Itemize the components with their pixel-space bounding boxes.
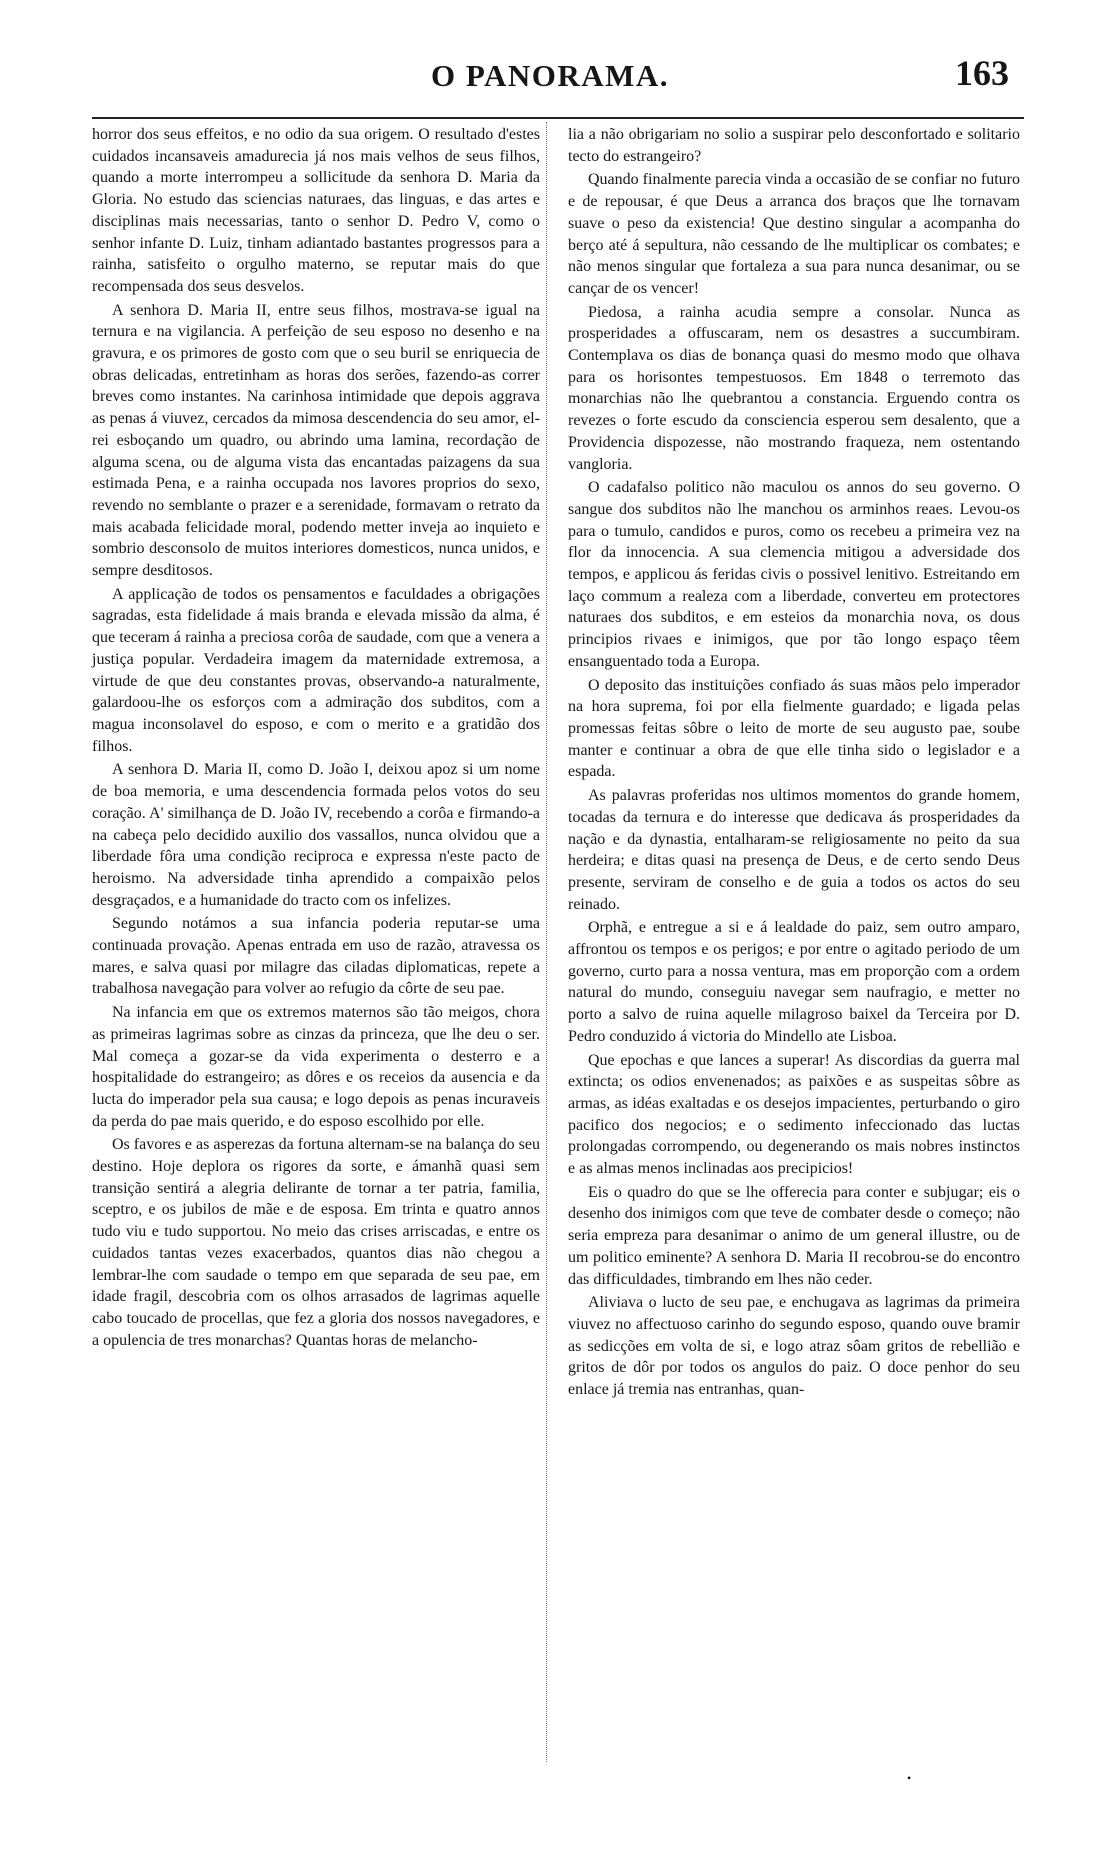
paragraph: A senhora D. Maria II, como D. João I, deixou apoz si um nome de boa memoria, e uma descendencia formada pelos votos do seu coração. A' similhança de D. João IV, recebendo a corôa e firmando-a na cabeça pelo decidido auxilio dos vassallos, nunca olvidou que a liberdade fôra uma condição reciproca e expressa n'este pacto de heroismo. Na adversidade tinha aprendido a compaixão pelos desgraçados, e a humanidade do tracto com os infelizes. — [92, 761, 540, 909]
paragraph: A senhora D. Maria II, entre seus filhos, mostrava-se igual na ternura e na vigilancia. A perfeição de seu esposo no desenho e na gravura, e os primores de gosto com que o seu buril se enriquecia de obras delicadas, entretinham as horas dos serões, fazendo-as correr breves como instantes. Na carinhosa intimidade que depois aggrava as penas á viuvez, cercados da mimosa descendencia do seu amor, el-rei esboçando um quadro, ou abrindo uma lamina, recordação de alguma scena, ou de alguma vista das encantadas paizagens da sua estimada Pena, e a rainha occupada nos lavores proprios do sexo, revendo no semblante o prazer e a serenidade, formavam o retrato da mais acabada felicidade moral, podendo metter inveja ao inquieto e sombrio desconsolo de muitos interiores domesticos, nunca unidos, e sempre desditosos. — [92, 301, 540, 580]
paragraph: horror dos seus effeitos, e no odio da sua origem. O resultado d'estes cuidados incansaveis amadurecia já nos mais velhos de seus filhos, quando a morte interrompeu a sollicitude da senhora D. Maria da Gloria. No estudo das sciencias naturaes, das linguas, e das artes e disciplinas mais necessarias, tanto o senhor D. Pedro V, como o senhor infante D. Luiz, tinham adiantado bastantes progressos para a rainha, satisfeito o orgulho materno, se reputar mais do que recompensada dos seus desvelos. — [92, 126, 540, 295]
paragraph: As palavras proferidas nos ultimos momentos do grande homem, tocadas da ternura e do interesse que dedicava ás prosperidades da nação e da dynastia, entalharam-se religiosamente no peito da sua herdeira; e ditas quasi na presença de Deus, e de certo sendo Deus presente, serviram de conselho e de guia a todos os actos do seu reinado. — [568, 787, 1020, 913]
right-column — [568, 124, 1020, 1401]
paragraph: O cadafalso politico não maculou os annos do seu governo. O sangue dos subditos não lhe manchou os arminhos reaes. Levou-os para o tumulo, candidos e puros, como os recebeu a primeira vez na flor da innocencia. A sua clemencia mitigou a adversidade dos tempos, e applicou ás feridas civis o possivel lenitivo. Estreitando em laço commum a realeza com a liberdade, converteu em protectores naturaes dos subditos, e em esteios da monarchia nova, os dous principios rivaes e inimigos, que por tão longo espaço têem ensanguentado toda a Europa. — [568, 479, 1020, 670]
paragraph: A applicação de todos os pensamentos e faculdades a obrigações sagradas, esta fidelidade á mais branda e elevada missão da alma, é que teceram á rainha a preciosa corôa de saudade, com que a venera a justiça popular. Verdadeira imagem da maternidade extremosa, a virtude de que deu constantes provas, observando-a naturalmente, galardoou-lhe os esforços com a admiração dos subditos, com a magua inconsolavel do esposo, e com o merito e a gratidão dos filhos. — [92, 585, 540, 755]
header-rule — [92, 117, 1024, 119]
paragraph: Os favores e as asperezas da fortuna alternam-se na balança do seu destino. Hoje deplora os rigores da sorte, e ámanhã quasi sem transição sentirá a alegria delirante de tornar a ter patria, familia, sceptro, e os jubilos de mãe e de esposa. Em trinta e quatro annos tudo viu e tudo supportou. No meio das crises arriscadas, e entre os cuidados tantas vezes exacerbados, quantos dias não chegou a lembrar-lhe com saudade o tempo em que separada de seu pae, em idade fragil, descobria com os olhos arrasados de lagrimas aquelle cabo toucado de procellas, que fez a gloria dos nossos navegadores, e a opulencia de tres monarchas? Quantas horas de melancho- — [92, 1136, 540, 1349]
masthead-title: O PANORAMA. — [430, 58, 670, 93]
column-divider — [546, 122, 547, 1762]
footer-bullet: • — [907, 1771, 912, 1785]
left-column — [92, 124, 540, 1351]
paragraph: Quando finalmente parecia vinda a occasião de se confiar no futuro e de repousar, é que Deus a arranca dos braços que lhe tornavam suave o peso da existencia! Que destino singular a acompanha do berço até á sepultura, não cessando de lhe multiplicar os combates; e não menos singular que fortaleza a sua para nunca desanimar, ou se cançar de os vencer! — [568, 171, 1020, 297]
page-number: 163 — [955, 53, 1009, 93]
page-header — [0, 53, 1100, 106]
paragraph: lia a não obrigariam no solio a suspirar pelo desconfortado e solitario tecto do estrangeiro? — [568, 126, 1020, 165]
paragraph: Piedosa, a rainha acudia sempre a consolar. Nunca as prosperidades a offuscaram, nem os desastres a succumbiram. Contemplava os dias de bonança quasi do mesmo modo que olhava para os horisontes tempestuosos. Em 1848 o terremoto das monarchias não lhe quebrantou a constancia. Erguendo contra os revezes o forte escudo da consciencia esperou sem desalento, que a Providencia dispozesse, não mostrando fraqueza, nem ostentando vangloria. — [568, 303, 1020, 473]
paragraph: O deposito das instituições confiado ás suas mãos pelo imperador na hora suprema, foi por ella fielmente guardado; e ligada pelas promessas feitas sôbre o leito de morte de seu augusto pae, soube manter e continuar a obra de que elle tinha sido o legislador e a espada. — [568, 676, 1020, 781]
paragraph: Segundo notámos a sua infancia poderia reputar-se uma continuada provação. Apenas entrada em uso de razão, atravessa os mares, e salva quasi por milagre das ciladas diplomaticas, repete a trabalhosa navegação para volver ao refugio da côrte de seu pae. — [92, 915, 540, 998]
paragraph: Na infancia em que os extremos maternos são tão meigos, chora as primeiras lagrimas sobre as cinzas da princeza, que lhe deu o ser. Mal começa a gozar-se da vida experimenta o desterro e a hospitalidade do estrangeiro; as dôres e os receios da ausencia e da lucta do imperador pela sua causa; e logo depois as penas incuraveis da perda do pae mais querido, e do esposo escolhido por elle. — [92, 1004, 540, 1130]
paragraph: Orphã, e entregue a si e á lealdade do paiz, sem outro amparo, affrontou os tempos e os perigos; e por entre o agitado periodo de um governo, curto para a nossa ventura, mas em proporção com a ordem natural do mundo, conseguiu navegar sem naufragio, e metter no porto a salvo de ruina aquelle milagroso baixel da Terceira por D. Pedro conduzido á victoria do Mindello ate Lisboa. — [568, 919, 1020, 1045]
paragraph: Eis o quadro do que se lhe offerecia para conter e subjugar; eis o desenho dos inimigos com que teve de combater desde o começo; não seria empreza para desanimar o animo de um general illustre, ou de um politico eminente? A senhora D. Maria II recobrou-se do encontro das difficuldades, timbrando em lhes não ceder. — [568, 1183, 1020, 1288]
paragraph: Aliviava o lucto de seu pae, e enchugava as lagrimas da primeira viuvez no affectuoso carinho do segundo esposo, quando ouve bramir as sedicções em volta de si, e logo atraz sôam gritos de rebellião e gritos de dôr por todos os angulos do paiz. O doce penhor do seu enlace já tremia nas entranhas, quan- — [568, 1294, 1020, 1399]
paragraph: Que epochas e que lances a superar! As discordias da guerra mal extincta; os odios envenenados; as paixões e as suspeitas sôbre as armas, as idéas exaltadas e os desejos impacientes, perturbando o giro pacifico dos negocios; e o sedimento infeccionado das luctas prolongadas corrompendo, ou degenerando os mais nobres instinctos e as almas menos inclinadas aos precipicios! — [568, 1051, 1020, 1178]
